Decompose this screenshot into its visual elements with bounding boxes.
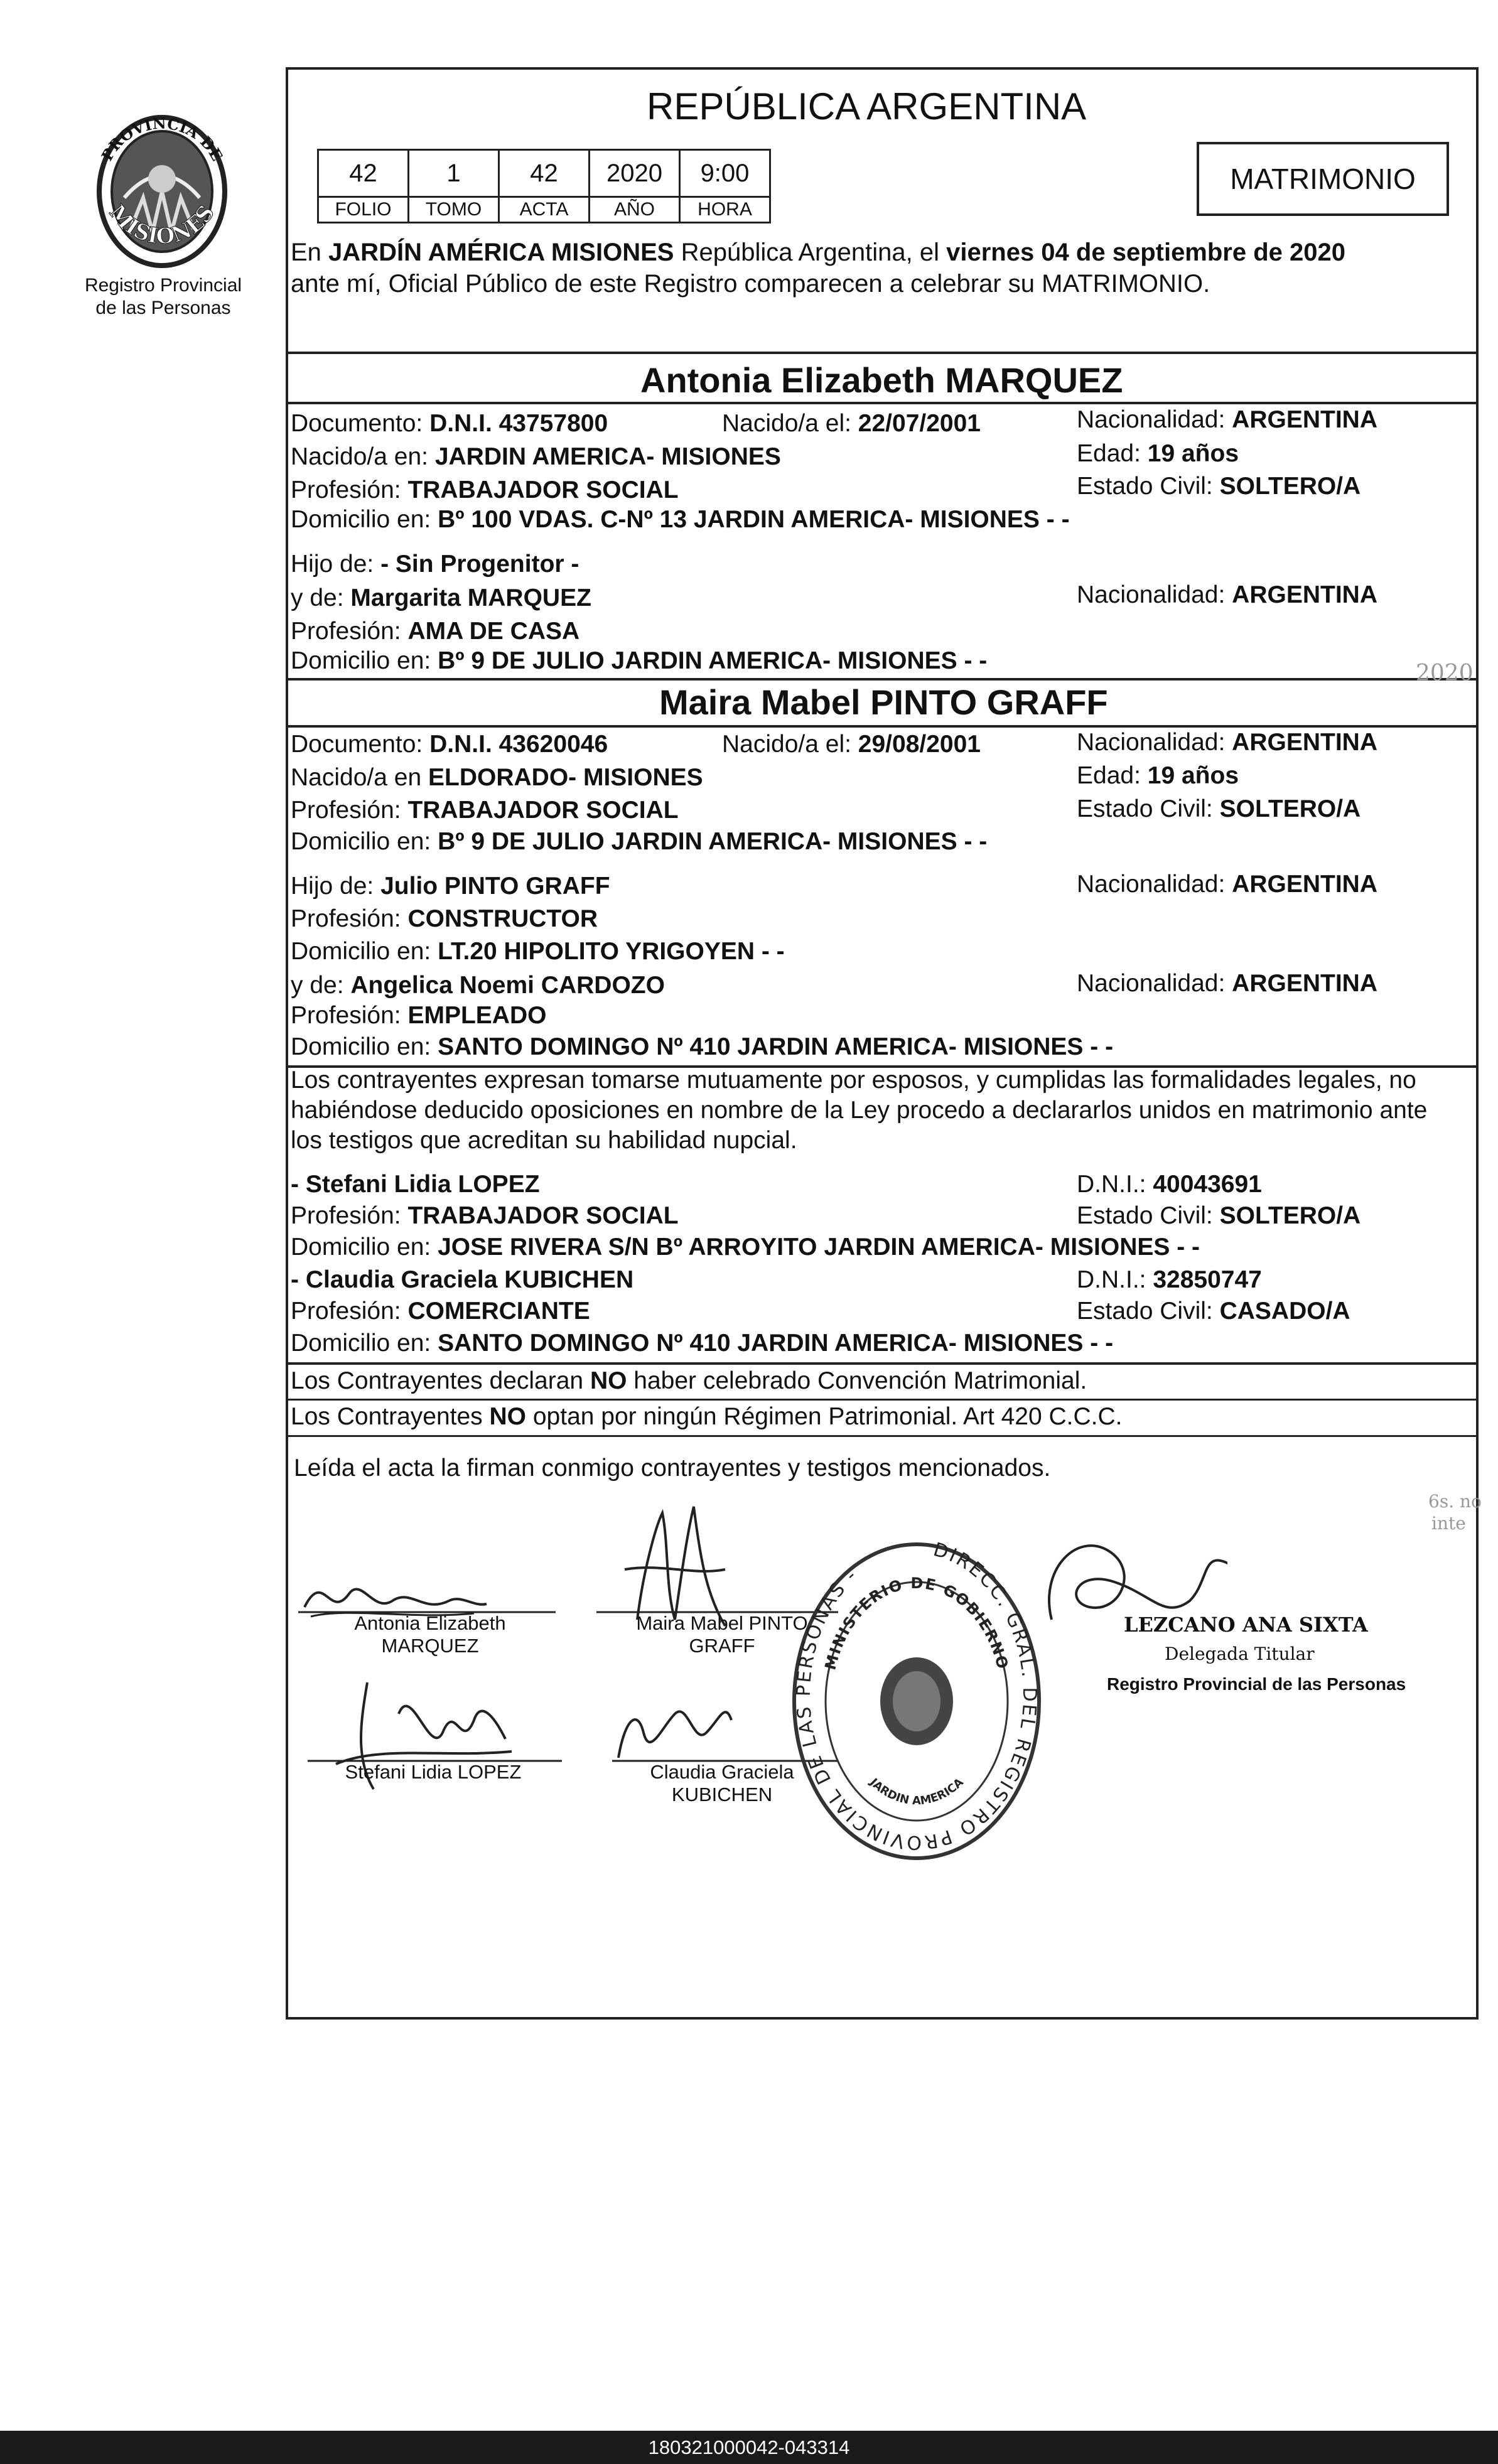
folio-label: FOLIO <box>318 197 409 223</box>
officer-org: Registro Provincial de las Personas <box>1107 1674 1406 1694</box>
spouse1-document: Documento: D.N.I. 43757800 <box>291 410 608 437</box>
spouse2-address: Domicilio en: Bº 9 DE JULIO JARDIN AMERICA- MISIONES - - <box>291 828 988 855</box>
witness2-civil-status: Estado Civil: CASADO/A <box>1077 1298 1350 1325</box>
signature-label-spouse1-b: MARQUEZ <box>381 1635 479 1657</box>
spouse2-birthplace: Nacido/a en ELDORADO- MISIONES <box>291 764 703 791</box>
witness1-civil-status: Estado Civil: SOLTERO/A <box>1077 1202 1361 1229</box>
logo-caption-2: de las Personas <box>95 298 231 318</box>
acta-value: 42 <box>499 150 590 197</box>
declaration-line-1: Los contrayentes expresan tomarse mutuamente por esposos, y cumplidas las formalidades legales, no <box>291 1067 1416 1094</box>
divider <box>286 1399 1479 1401</box>
anio-label: AÑO <box>590 197 680 223</box>
spouse2-father-nationality: Nacionalidad: ARGENTINA <box>1077 871 1378 898</box>
witness2-dni: D.N.I.: 32850747 <box>1077 1266 1262 1293</box>
spouse2-civil-status: Estado Civil: SOLTERO/A <box>1077 795 1361 822</box>
spouse1-profession: Profesión: TRABAJADOR SOCIAL <box>291 476 679 503</box>
svg-text:JARDIN AMERICA: JARDIN AMERICA <box>867 1775 966 1808</box>
divider <box>286 352 1479 354</box>
signature-label-witness2-a: Claudia Graciela <box>650 1761 794 1783</box>
svg-text:MINISTERIO DE GOBIERNO: MINISTERIO DE GOBIERNO <box>821 1574 1012 1672</box>
svg-text:PROVINCIA DE: PROVINCIA DE <box>97 114 227 164</box>
folio-value: 42 <box>318 150 409 197</box>
divider <box>286 725 1479 728</box>
spouse2-nationality: Nacionalidad: ARGENTINA <box>1077 729 1378 756</box>
witness1-address: Domicilio en: JOSE RIVERA S/N Bº ARROYITO JARDIN AMERICA- MISIONES - - <box>291 1234 1200 1261</box>
signature-scribble <box>304 1589 487 1607</box>
declaration-line-3: los testigos que acreditan su habilidad nupcial. <box>291 1127 797 1154</box>
spouse2-mother: y de: Angelica Noemi CARDOZO <box>291 972 665 999</box>
spouse1-mother: y de: Margarita MARQUEZ <box>291 584 591 611</box>
spouse1-civil-status: Estado Civil: SOLTERO/A <box>1077 473 1361 500</box>
spouse1-mother-nationality: Nacionalidad: ARGENTINA <box>1077 581 1378 608</box>
divider <box>286 678 1479 681</box>
tomo-label: TOMO <box>409 197 499 223</box>
convention-line-2: Los Contrayentes NO optan por ningún Régimen Patrimonial. Art 420 C.C.C. <box>291 1403 1123 1430</box>
signature-label-spouse1-a: Antonia Elizabeth <box>354 1612 506 1634</box>
spouse2-age: Edad: 19 años <box>1077 762 1239 789</box>
spouse2-mother-address: Domicilio en: SANTO DOMINGO Nº 410 JARDIN AMERICA- MISIONES - - <box>291 1033 1114 1060</box>
marginal-note: 6s. no <box>1428 1491 1482 1512</box>
witness2-name: - Claudia Graciela KUBICHEN <box>291 1266 634 1293</box>
logo-caption-1: Registro Provincial <box>84 275 242 296</box>
hora-value: 9:00 <box>680 150 770 197</box>
marginal-year: 2020 <box>1416 660 1474 686</box>
svg-text:DIRECC. GRAL. DEL REGISTRO PRO: DIRECC. GRAL. DEL REGISTRO PROVINCIAL DE LAS PERSONAS - <box>792 1538 1040 1854</box>
act-type: MATRIMONIO <box>1230 163 1416 195</box>
divider <box>286 402 1479 404</box>
convention-line-1: Los Contrayentes declaran NO haber celebrado Convención Matrimonial. <box>291 1367 1087 1394</box>
spouse1-father: Hijo de: - Sin Progenitor - <box>291 551 579 578</box>
signature-label-spouse2-b: GRAFF <box>689 1635 755 1657</box>
witness2-profession: Profesión: COMERCIANTE <box>291 1298 590 1325</box>
divider <box>286 1435 1479 1437</box>
province-logo <box>80 104 244 273</box>
signature-scribble <box>618 1711 731 1758</box>
tomo-value: 1 <box>409 150 499 197</box>
signature-label-witness2-b: KUBICHEN <box>671 1783 773 1805</box>
divider <box>286 1362 1479 1365</box>
spouse1-nationality: Nacionalidad: ARGENTINA <box>1077 406 1378 433</box>
witness1-profession: Profesión: TRABAJADOR SOCIAL <box>291 1202 679 1229</box>
signature-scribble <box>625 1507 725 1626</box>
spouse2-name: Maira Mabel PINTO GRAFF <box>659 682 1108 722</box>
spouse2-profession: Profesión: TRABAJADOR SOCIAL <box>291 797 679 824</box>
spouse2-father: Hijo de: Julio PINTO GRAFF <box>291 873 610 900</box>
signature-label-witness1: Stefani Lidia LOPEZ <box>345 1761 522 1783</box>
spouse1-name: Antonia Elizabeth MARQUEZ <box>640 360 1123 400</box>
closing-text: Leída el acta la firman conmigo contrayentes y testigos mencionados. <box>294 1455 1051 1482</box>
spouse1-birthplace: Nacido/a en: JARDIN AMERICA- MISIONES <box>291 443 781 470</box>
document-code: 180321000042-043314 <box>648 2436 850 2458</box>
officer-signature <box>1049 1544 1227 1620</box>
act-type-box <box>1197 142 1449 216</box>
spouse1-address: Domicilio en: Bº 100 VDAS. C-Nº 13 JARDIN AMERICA- MISIONES - - <box>291 506 1070 533</box>
official-stamp <box>785 1535 1048 1868</box>
signature-label-spouse2-a: Maira Mabel PINTO <box>636 1612 808 1634</box>
officer-title: Delegada Titular <box>1165 1644 1315 1664</box>
document-code-bar <box>0 2431 1498 2464</box>
spouse2-document: Documento: D.N.I. 43620046 <box>291 731 608 758</box>
country-title: REPÚBLICA ARGENTINA <box>647 85 1087 127</box>
marginal-note-2: inte <box>1431 1513 1466 1534</box>
witness2-address: Domicilio en: SANTO DOMINGO Nº 410 JARDIN AMERICA- MISIONES - - <box>291 1330 1114 1357</box>
anio-value: 2020 <box>590 150 680 197</box>
hora-label: HORA <box>680 197 770 223</box>
registry-table <box>317 149 771 223</box>
intro-line-2: ante mí, Oficial Público de este Registro comparecen a celebrar su MATRIMONIO. <box>291 270 1210 298</box>
spouse2-mother-profession: Profesión: EMPLEADO <box>291 1002 547 1029</box>
witness1-name: - Stefani Lidia LOPEZ <box>291 1171 540 1198</box>
declaration-line-2: habiéndose deducido oposiciones en nombre de la Ley procedo a declararlos unidos en matrimonio ante <box>291 1097 1428 1124</box>
spouse2-birthdate: Nacido/a el: 29/08/2001 <box>722 731 981 758</box>
acta-label: ACTA <box>499 197 590 223</box>
spouse1-birthdate: Nacido/a el: 22/07/2001 <box>722 410 981 437</box>
svg-text:MISIONES: MISIONES <box>104 200 220 250</box>
spouse2-mother-nationality: Nacionalidad: ARGENTINA <box>1077 970 1378 997</box>
officer-name: LEZCANO ANA SIXTA <box>1124 1613 1368 1637</box>
spouse1-mother-address: Domicilio en: Bº 9 DE JULIO JARDIN AMERICA- MISIONES - - <box>291 647 988 674</box>
spouse1-mother-profession: Profesión: AMA DE CASA <box>291 618 580 645</box>
witness1-dni: D.N.I.: 40043691 <box>1077 1171 1262 1198</box>
spouse2-father-address: Domicilio en: LT.20 HIPOLITO YRIGOYEN - - <box>291 938 785 965</box>
spouse2-father-profession: Profesión: CONSTRUCTOR <box>291 905 598 932</box>
intro-line-1: En JARDÍN AMÉRICA MISIONES República Argentina, el viernes 04 de septiembre de 2020 <box>291 239 1346 266</box>
spouse1-age: Edad: 19 años <box>1077 440 1239 467</box>
